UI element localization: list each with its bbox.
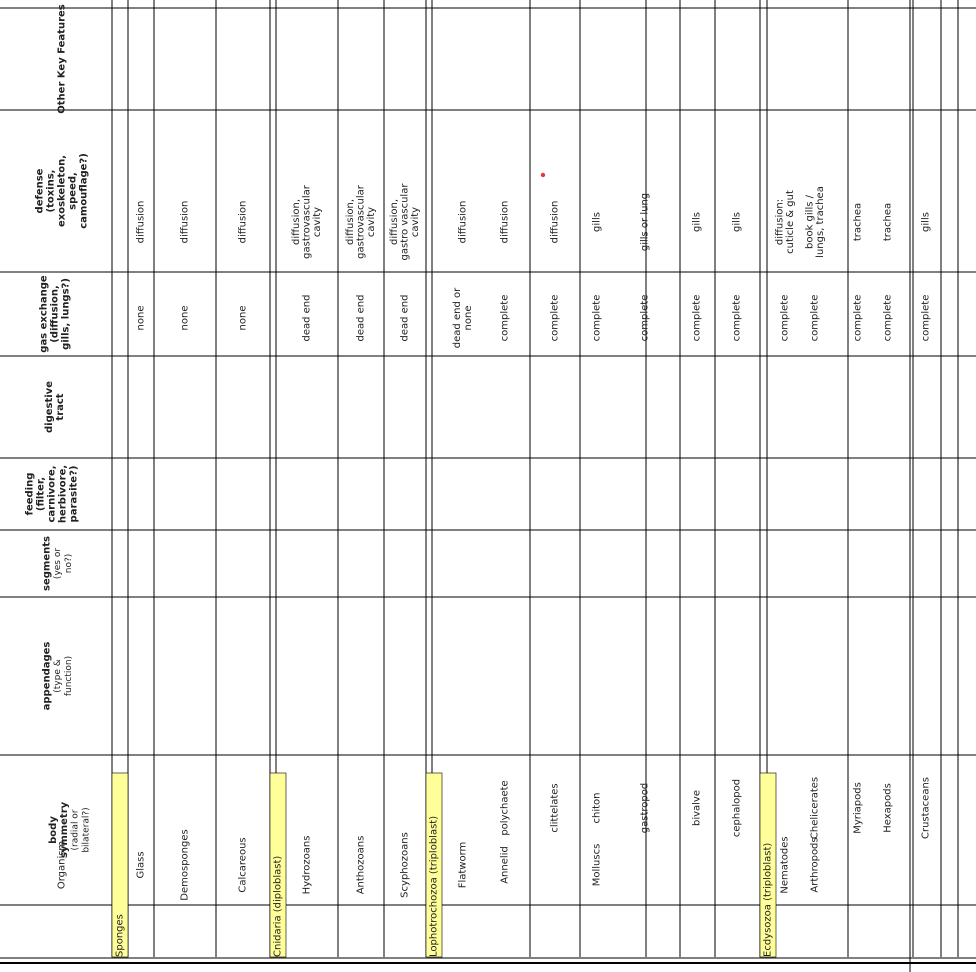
row-cheli-gas-exchange: book gills /	[804, 195, 816, 249]
row-ceph-subgroup: cephalopod	[731, 778, 743, 838]
row-cheli-organism: Arthropods	[809, 837, 821, 893]
row-myria-subgroup: Myriapods	[852, 782, 864, 834]
header-digestive-line-0: digestive	[44, 381, 55, 433]
row-biv-subgroup: bivalve	[691, 789, 703, 827]
row-scypho-organism: Scyphozoans	[399, 832, 411, 898]
row-antho-gas-exchange: diffusion,	[345, 199, 356, 245]
row-poly-organism: Annelid	[499, 846, 511, 884]
row-demo-organism: Demosponges	[179, 829, 191, 901]
header-symmetry-line-3: bilateral?)	[81, 807, 92, 853]
header-segments-line-1: (yes or	[53, 547, 63, 580]
row-chiton-organism: Molluscs	[591, 843, 603, 887]
header-symmetry-line-2: (radial or	[70, 809, 81, 851]
row-poly-digestive: complete	[499, 294, 511, 342]
row-biv-gas-exchange: gills	[691, 212, 703, 232]
group-label-sponges: Sponges	[114, 914, 126, 957]
row-cheli-subgroup: Chelicerates	[809, 776, 821, 840]
header-appendages-line-2: function)	[64, 655, 74, 697]
header-feeding-line-1: (filter,	[35, 476, 47, 512]
header-organism: Organism	[56, 840, 68, 890]
header-segments-line-0: segments	[41, 536, 53, 591]
header-symmetry-line-0: body	[48, 816, 59, 844]
row-gastro-gas-exchange: gills or lung	[639, 192, 651, 252]
row-chiton-subgroup: chiton	[591, 792, 603, 824]
row-hydro-digestive: dead end	[301, 294, 313, 342]
row-myria-gas-exchange: trachea	[852, 202, 864, 242]
header-other: Other Key Features	[56, 4, 68, 114]
row-cheli-digestive: complete	[809, 294, 821, 342]
row-clit-digestive: complete	[549, 294, 561, 342]
header-symmetry-line-1: symmetry	[59, 801, 70, 859]
row-scypho-digestive: dead end	[399, 294, 411, 342]
row-crust-subgroup: Crustaceans	[920, 776, 932, 840]
row-chiton-digestive: complete	[591, 294, 603, 342]
row-gastro-subgroup: gastropod	[639, 782, 651, 834]
row-biv-digestive: complete	[691, 294, 703, 342]
row-clit-subgroup: clittelates	[549, 783, 561, 833]
row-antho-digestive: dead end	[355, 294, 367, 342]
row-poly-gas-exchange: diffusion	[499, 200, 511, 244]
row-hydro-organism: Hydrozoans	[301, 835, 313, 895]
row-glass-gas-exchange: diffusion	[135, 200, 147, 244]
row-ceph-gas-exchange: gills	[731, 212, 743, 232]
header-defense-line-1: (toxins,	[45, 169, 57, 213]
row-flat-gas-exchange: diffusion	[457, 200, 469, 244]
group-label-lopho: Lophotrochozoa (triploblast)	[428, 815, 440, 957]
row-nema-digestive: complete	[779, 294, 791, 342]
header-feeding-line-3: herbivore,	[57, 464, 69, 524]
header-defense-line-0: defense	[34, 168, 46, 214]
row-glass-organism: Glass	[135, 851, 147, 879]
row-glass-digestive: none	[135, 305, 147, 331]
row-chiton-gas-exchange: gills	[591, 212, 603, 232]
row-calc-gas-exchange: diffusion	[237, 200, 249, 244]
row-nema-gas-exchange: diffusion:	[774, 198, 786, 246]
header-gas-line-0: gas exchange	[38, 275, 50, 353]
row-hydro-gas-exchange: cavity	[312, 206, 323, 238]
header-defense-line-3: speed,	[67, 172, 79, 210]
row-gastro-digestive: complete	[639, 294, 651, 342]
row-calc-digestive: none	[237, 305, 249, 331]
header-feeding-line-4: parasite?)	[68, 465, 80, 523]
red-dot-mark	[541, 173, 545, 177]
header-feeding-line-0: feeding	[24, 472, 36, 516]
header-digestive-line-1: tract	[55, 393, 66, 421]
row-hexa-subgroup: Hexapods	[882, 783, 894, 833]
header-gas-line-1: (diffusion,	[49, 285, 61, 343]
row-flat-organism: Flatworm	[457, 841, 469, 889]
row-crust-gas-exchange: gills	[920, 212, 932, 232]
row-cheli-gas-exchange: lungs, trachea	[814, 186, 826, 258]
row-demo-digestive: none	[179, 305, 191, 331]
header-appendages-line-1: (type &	[53, 659, 63, 693]
row-poly-subgroup: polychaete	[499, 780, 511, 836]
row-scypho-gas-exchange: gastro vascular	[399, 183, 411, 261]
row-crust-digestive: complete	[920, 294, 932, 342]
row-antho-organism: Anthozoans	[355, 835, 367, 895]
row-hexa-digestive: complete	[882, 294, 894, 342]
row-demo-gas-exchange: diffusion	[179, 200, 191, 244]
header-appendages-line-0: appendages	[41, 641, 53, 711]
header-feeding-line-2: carnivore,	[46, 465, 58, 523]
table-content	[25, 4, 932, 957]
row-scypho-gas-exchange: cavity	[410, 206, 421, 238]
row-calc-organism: Calcareous	[237, 837, 249, 893]
row-scypho-gas-exchange: diffusion,	[389, 199, 400, 245]
header-defense-line-4: camouflage?)	[78, 153, 90, 229]
row-flat-digestive: dead end or	[452, 287, 463, 349]
row-hexa-gas-exchange: trachea	[882, 202, 894, 242]
row-antho-gas-exchange: gastrovascular	[355, 185, 367, 259]
header-defense-line-2: exoskeleton,	[56, 155, 68, 227]
header-gas-line-2: gills, lungs?)	[60, 278, 72, 350]
row-nema-gas-exchange: cuticle & gut	[784, 190, 796, 254]
row-nema-organism: Nematodes	[779, 836, 791, 894]
group-label-ecdy: Ecdysozoa (triploblast)	[762, 842, 774, 957]
row-flat-digestive: none	[463, 305, 474, 331]
row-hydro-gas-exchange: gastrovascular	[301, 185, 313, 259]
row-myria-digestive: complete	[852, 294, 864, 342]
group-label-cnidaria: Cnidaria (diploblast)	[272, 855, 284, 957]
row-antho-gas-exchange: cavity	[366, 206, 377, 238]
row-hydro-gas-exchange: diffusion,	[291, 199, 302, 245]
row-ceph-digestive: complete	[731, 294, 743, 342]
header-segments-line-2: no?)	[64, 553, 74, 574]
row-clit-gas-exchange: diffusion	[549, 200, 561, 244]
